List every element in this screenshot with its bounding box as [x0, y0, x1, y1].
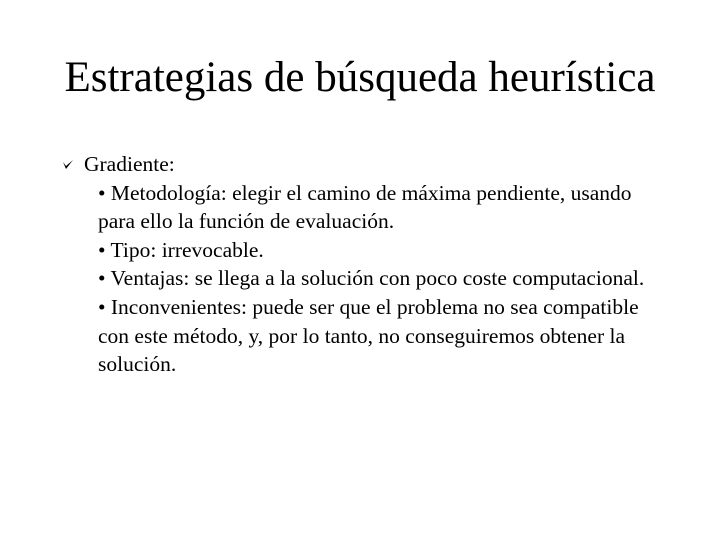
slide-content: [62, 150, 662, 379]
bullet-gradiente-label: Gradiente:: [84, 152, 175, 176]
sub-item-inconvenientes: • Inconvenientes: puede ser que el problema no sea compatible con este método, y, por lo tanto, no conseguiremos obtener la solución.: [98, 294, 639, 377]
sub-item-metodologia: • Metodología: elegir el camino de máxima pendiente, usando para ello la función de evaluación.: [98, 180, 632, 234]
sub-list: [62, 179, 662, 379]
sub-item-ventajas: • Ventajas: se llega a la solución con poco coste computacional.: [98, 266, 645, 291]
bullet-gradiente: [62, 150, 662, 179]
sub-item-tipo: • Tipo: irrevocable.: [98, 237, 264, 262]
diamond-checkmark-bullet-icon: [62, 159, 74, 171]
slide-title: Estrategias de búsqueda heurística: [64, 54, 656, 101]
